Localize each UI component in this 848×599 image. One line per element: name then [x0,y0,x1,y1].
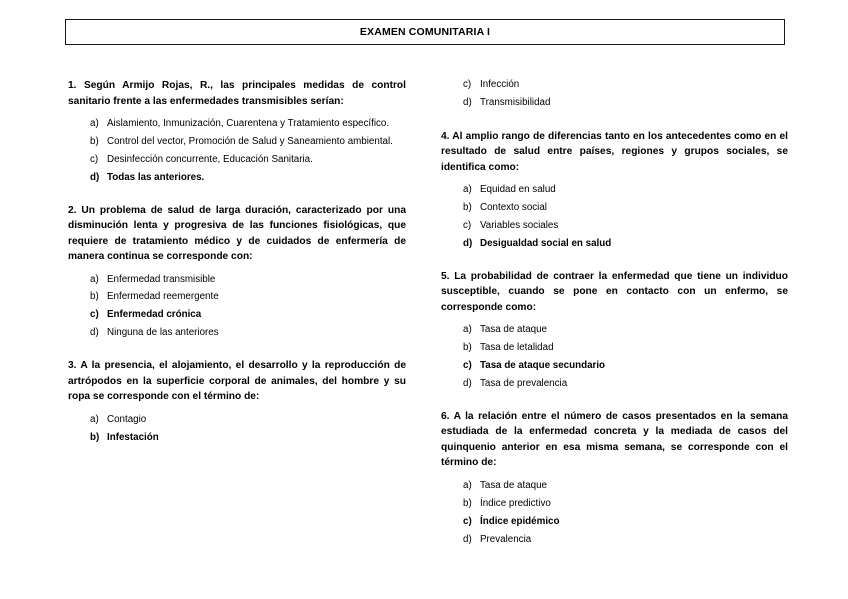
question-block [441,409,788,548]
answer-option[interactable] [463,183,788,198]
question-text: 4. Al amplio rango de diferencias tanto en los antecedentes como en el resultado de salud entre países, regiones y grupos sociales, se identifica como: [441,130,788,173]
question-text: 1. Según Armijo Rojas, R., las principales medidas de control sanitario frente a las enfermedades transmisibles serían: [68,80,406,107]
answer-option[interactable] [463,359,788,374]
question-block [441,129,788,252]
option-text: Contexto social [480,202,547,214]
option-marker: c) [90,153,99,165]
answer-option[interactable] [90,171,406,186]
answer-option[interactable] [463,533,788,548]
question-block [68,358,406,445]
option-marker: a) [463,479,472,491]
option-text: Control del vector, Promoción de Salud y Saneamiento ambiental. [107,135,393,147]
right-column [424,78,848,547]
option-text: Ninguna de las anteriores [107,327,219,339]
option-marker: d) [463,96,472,108]
question-text: 3. A la presencia, el alojamiento, el desarrollo y la reproducción de artrópodos en la superficie corporal de animales, del hombre y su ropa se corresponde con el término de: [68,360,406,403]
answer-option[interactable] [90,273,406,288]
option-list [68,273,406,342]
question-block [68,78,406,186]
option-list [441,183,788,252]
left-column [0,78,424,445]
option-text: Enfermedad reemergente [107,291,219,303]
option-list [68,117,406,186]
question-text: 2. Un problema de salud de larga duración, caracterizado por una disminución lenta y progresiva de las funciones fisiológicas, que requiere de tratamiento médico y de cuidados de enfermería de manera continua se corresponde con: [68,204,406,263]
answer-option[interactable] [463,497,788,512]
question-block [441,269,788,392]
option-text: Tasa de ataque secundario [480,360,606,372]
option-marker: b) [90,431,100,443]
option-text: Infestación [107,431,159,443]
option-text: Prevalencia [480,533,532,545]
answer-option[interactable] [90,117,406,132]
option-text: Índice predictivo [480,497,551,509]
option-text: Variables sociales [480,220,559,232]
question-text: 6. A la relación entre el número de casos presentados en la semana estudiada de la enfermedad concreta y la mediada de casos del quinquenio anterior en esa misma semana, se corresponde con el término de: [441,410,788,469]
option-marker: b) [463,202,472,214]
right-question-list [441,129,788,548]
option-marker: d) [90,327,99,339]
exam-title-banner [65,19,785,45]
continued-option-list [441,78,788,111]
answer-option[interactable] [463,341,788,356]
option-marker: b) [90,135,99,147]
answer-option[interactable] [463,237,788,252]
left-question-list [68,78,406,445]
answer-option[interactable] [463,201,788,216]
option-text: Transmisibilidad [480,96,551,108]
option-text: Tasa de ataque [480,479,547,491]
question-block [68,203,406,342]
option-marker: d) [90,171,100,183]
option-text: Todas las anteriores. [107,171,205,183]
option-list [441,479,788,548]
question-text: 5. La probabilidad de contraer la enfermedad que tiene un individuo susceptible, cuando se pone en contacto con un enfermo, se corresponde como: [441,270,788,313]
exam-body-columns [0,78,848,547]
answer-option[interactable] [90,413,406,428]
answer-option[interactable] [463,515,788,530]
option-marker: a) [90,413,99,425]
option-marker: d) [463,237,473,249]
option-marker: d) [463,378,472,390]
option-marker: b) [463,342,472,354]
option-marker: a) [90,273,99,285]
option-text: Tasa de ataque [480,324,547,336]
answer-option[interactable] [90,308,406,323]
answer-option[interactable] [90,290,406,305]
option-text: Tasa de prevalencia [480,378,568,390]
option-marker: b) [90,291,99,303]
option-list [68,413,406,446]
option-marker: d) [463,533,472,545]
option-text: Enfermedad crónica [107,309,202,321]
option-marker: c) [463,220,472,232]
option-marker: c) [463,515,472,527]
answer-option[interactable] [463,96,788,111]
answer-option[interactable] [463,479,788,494]
answer-option[interactable] [463,377,788,392]
option-text: Aislamiento, Inmunización, Cuarentena y Tratamiento específico. [107,118,390,129]
option-text: Contagio [107,413,147,425]
option-marker: a) [90,118,99,129]
option-marker: c) [463,79,472,90]
answer-option[interactable] [90,326,406,341]
answer-option[interactable] [463,323,788,338]
answer-option[interactable] [90,153,406,168]
option-text: Índice epidémico [480,515,560,527]
option-marker: c) [90,309,99,321]
answer-option[interactable] [90,431,406,446]
page-title: EXAMEN COMUNITARIA I [359,26,491,38]
option-marker: a) [463,184,472,196]
option-text: Desigualdad social en salud [480,237,612,249]
option-text: Tasa de letalidad [480,342,554,354]
option-text: Equidad en salud [480,184,556,196]
option-text: Desinfección concurrente, Educación Sanitaria. [107,153,313,165]
option-marker: c) [463,360,472,372]
answer-option[interactable] [90,135,406,150]
option-list [441,323,788,392]
option-text: Infección [480,79,520,90]
answer-option[interactable] [463,78,788,93]
answer-option[interactable] [463,219,788,234]
option-text: Enfermedad transmisible [107,273,216,285]
option-marker: a) [463,324,472,336]
option-marker: b) [463,497,472,509]
